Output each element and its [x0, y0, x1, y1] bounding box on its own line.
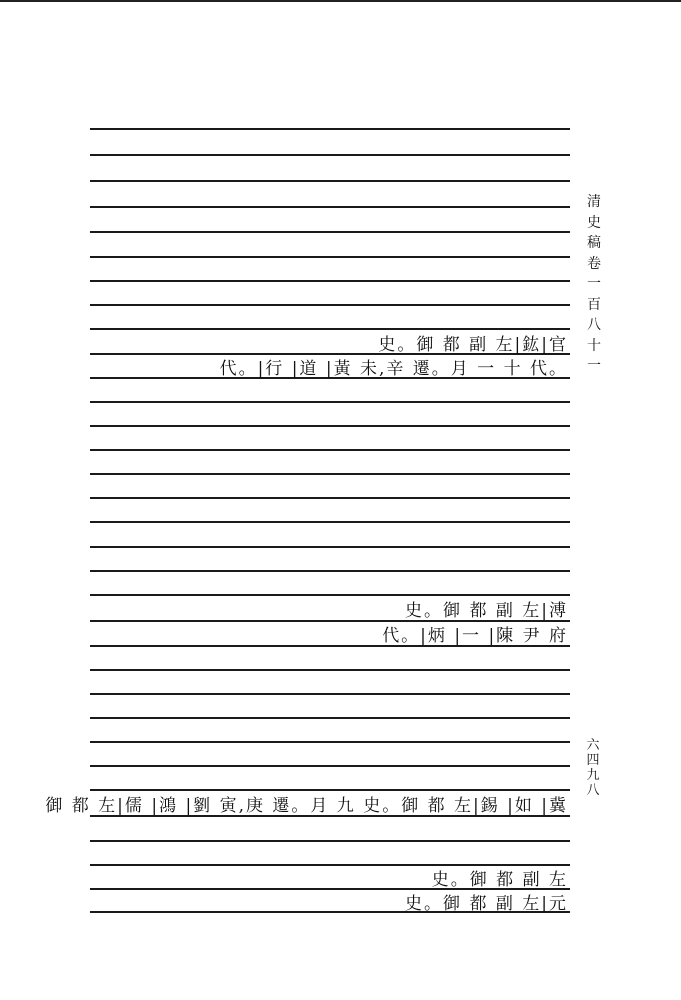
- table-rule: [90, 401, 570, 403]
- table-rule: [90, 741, 570, 743]
- table-rule: [90, 304, 570, 306]
- row-text: 代。|行 |道 |黃 未,辛 遷。月 一 十 代。: [219, 358, 568, 379]
- table-rule: [90, 231, 570, 233]
- page-top-border: [0, 0, 681, 2]
- table-rule: [90, 449, 570, 451]
- table-rule: [90, 497, 570, 499]
- table-rule: [90, 521, 570, 523]
- row-text: 史。御 都 副 左|元: [405, 893, 568, 914]
- table-row: [45, 792, 568, 816]
- table-rule: [90, 280, 570, 282]
- table-rule: [90, 128, 570, 130]
- table-rule: [90, 206, 570, 208]
- table-rule: [90, 154, 570, 156]
- table-rule: [90, 546, 570, 548]
- table-rule: [90, 765, 570, 767]
- table-rule: [90, 840, 570, 842]
- table-row: [90, 890, 568, 912]
- row-text: 代。|炳 |一 |陳 尹 府: [382, 625, 568, 646]
- table-rule: [90, 256, 570, 258]
- table-rule: [90, 717, 570, 719]
- table-rule: [90, 570, 570, 572]
- table-row: [90, 355, 568, 377]
- table-row: [90, 597, 568, 619]
- row-text: 史。御 都 副 左|溥: [405, 600, 568, 621]
- table-rule: [90, 473, 570, 475]
- row-text: 史。御 都 副 左: [431, 869, 568, 890]
- table-row: [90, 331, 568, 353]
- table-rule: [90, 693, 570, 695]
- table-rule: [90, 669, 570, 671]
- table-rule: [90, 180, 570, 182]
- page-number: 六四九八: [586, 738, 600, 798]
- table-row: [90, 622, 568, 644]
- table-rule: [90, 425, 570, 427]
- table-row: [90, 866, 568, 888]
- side-title: 清史稿卷一百八十一: [587, 194, 601, 374]
- row-text: 史。御 都 副 左|鈜|官: [378, 334, 568, 355]
- row-text: 御 都 左|儒 |鴻 |劉 寅,庚 遷。月 九 史。御 都 左|錫 |如 |冀: [45, 795, 568, 816]
